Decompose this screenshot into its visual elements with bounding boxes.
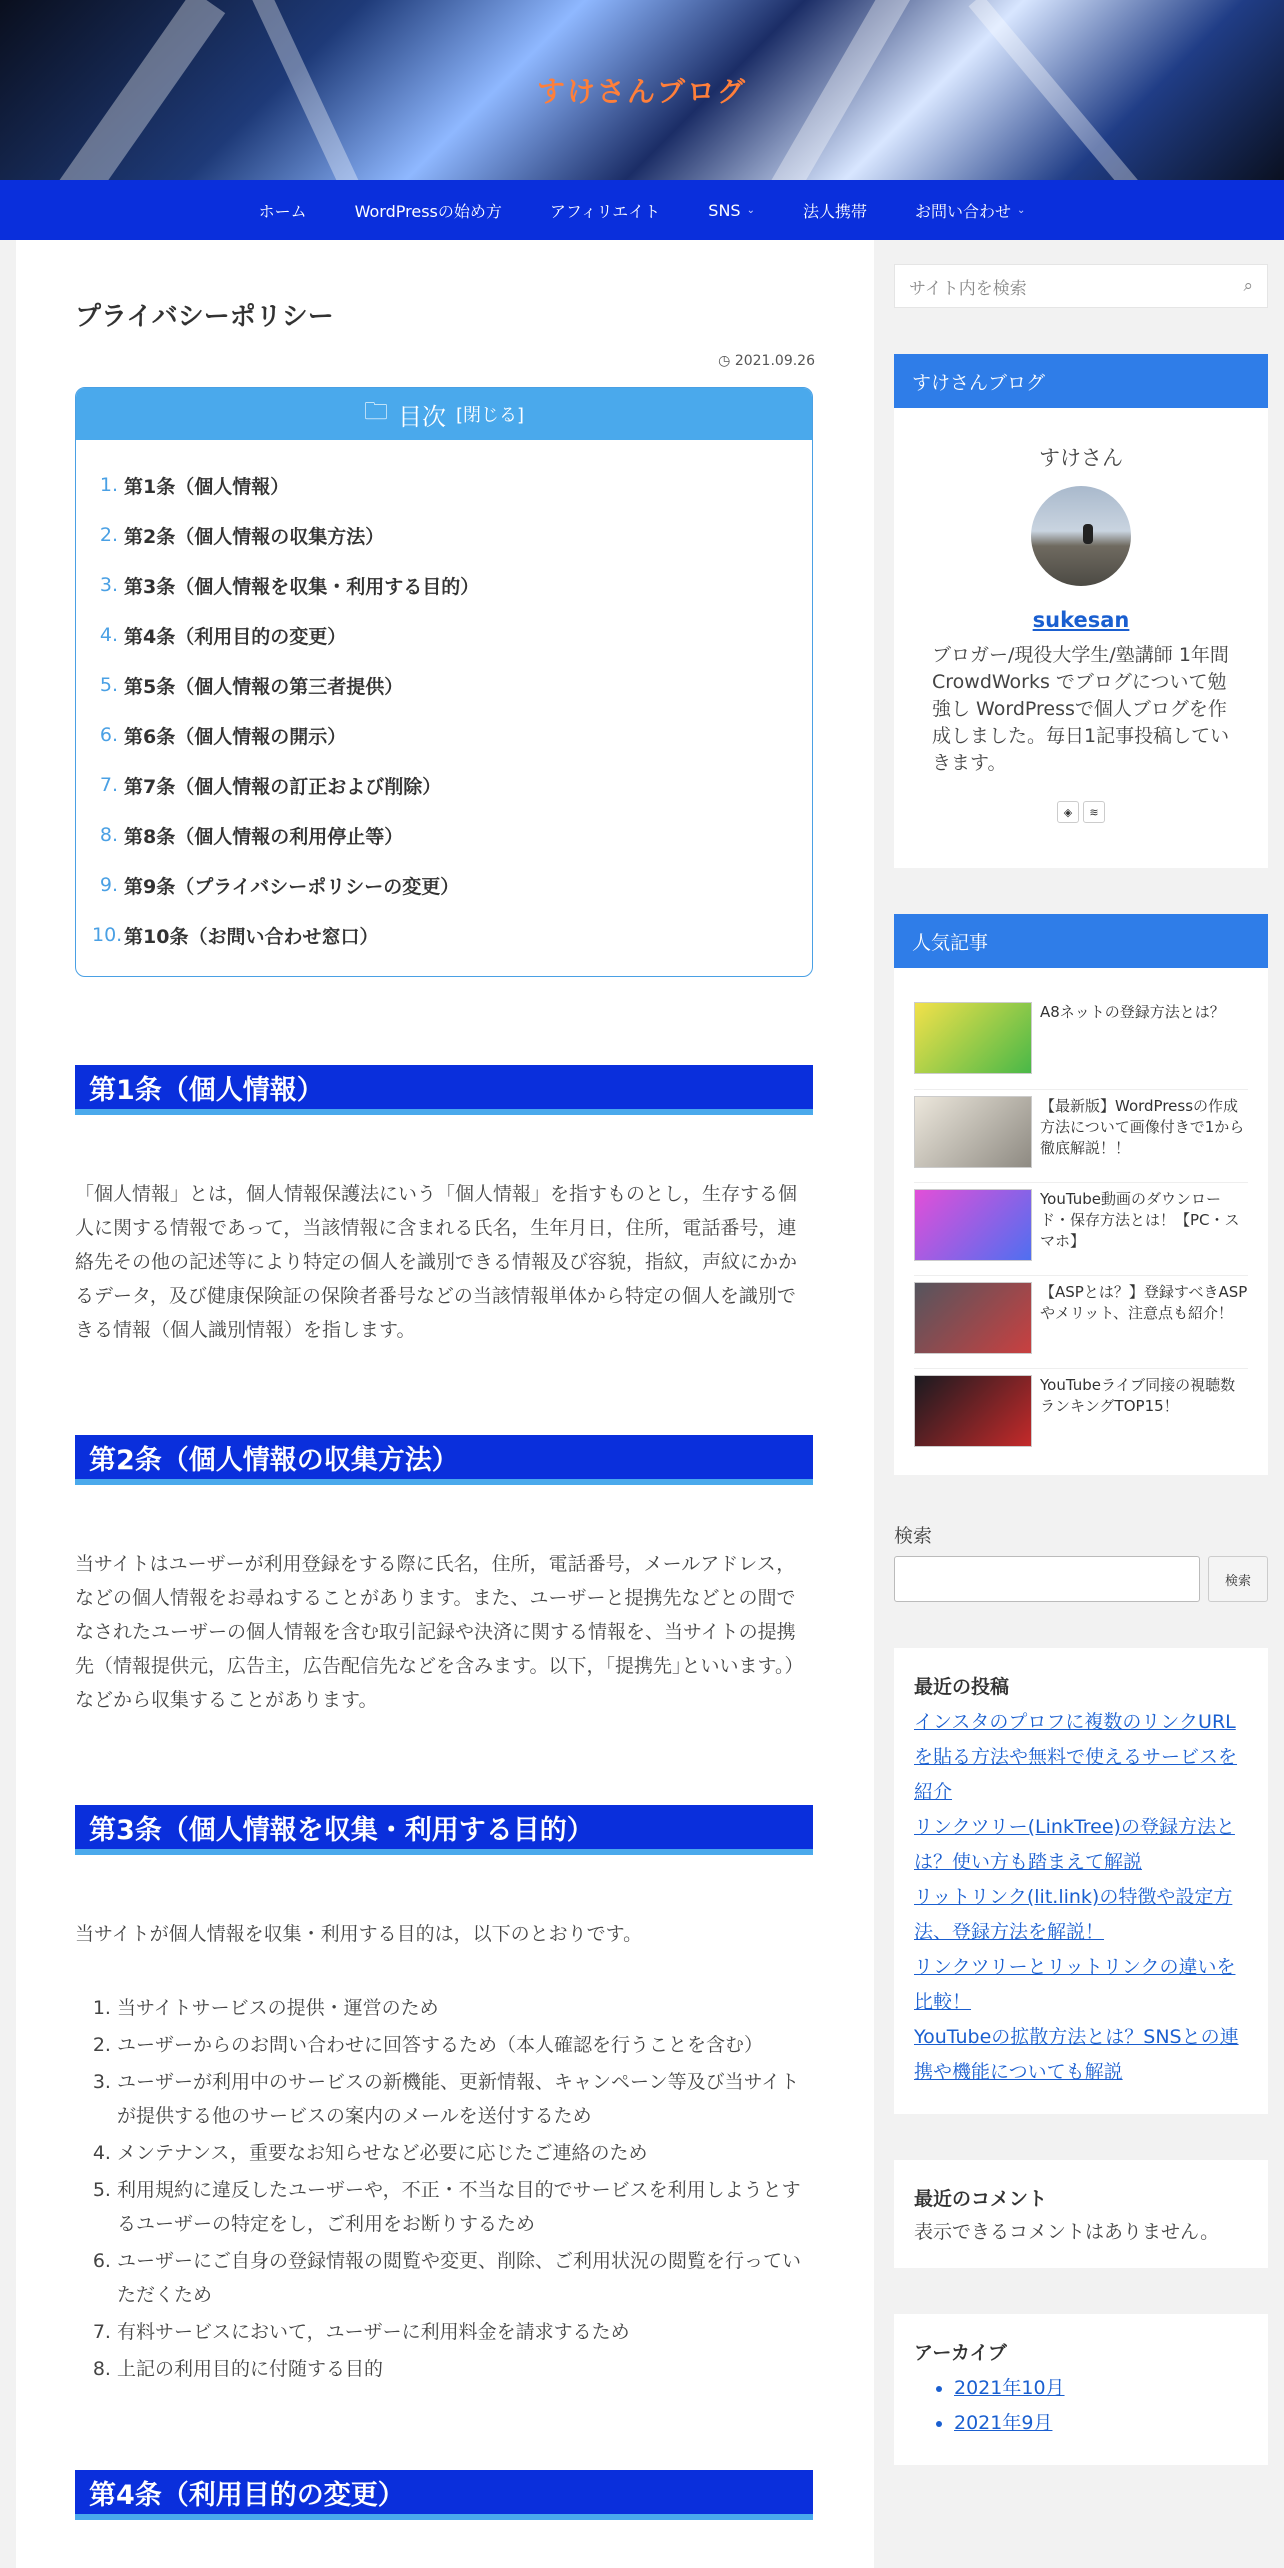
list-item: 2. ユーザーからのお問い合わせに回答するため（本人確認を行うことを含む） [117, 2028, 813, 2062]
list-item: 4. メンテナンス，重要なお知らせなど必要に応じたご連絡のため [117, 2136, 813, 2170]
popular-post[interactable] [914, 996, 1248, 1089]
toc-item[interactable] [92, 560, 812, 610]
sidebar [894, 264, 1268, 2465]
post-thumbnail [914, 1189, 1032, 1261]
recent-comments-widget [894, 2160, 1268, 2268]
search-input[interactable] [894, 1556, 1200, 1602]
toc-item[interactable] [92, 510, 812, 560]
archive-title: アーカイブ [914, 2342, 1007, 2364]
nav-item-wordpress[interactable] [331, 199, 526, 222]
archive-link[interactable]: • 2021年9月 [954, 2406, 1248, 2441]
section-heading-2: 第2条（個人情報の収集方法） [75, 1435, 813, 1485]
recent-post-link[interactable]: インスタのプロフに複数のリンクURLを貼る方法や無料で使えるサービスを紹介 [914, 1711, 1238, 1803]
toc-toggle-button[interactable]: [閉じる] [455, 405, 525, 426]
toc-item-label: 第10条（お問い合わせ窓口） [124, 925, 379, 948]
toc-item-label: 第5条（個人情報の第三者提供） [124, 675, 404, 698]
toc-item-label: 第6条（個人情報の開示） [124, 725, 347, 748]
nav-item-sns[interactable] [684, 201, 779, 220]
recent-posts-widget [894, 1648, 1268, 2114]
toc-item-label: 第1条（個人情報） [124, 475, 290, 498]
toc-item[interactable] [92, 610, 812, 660]
site-title[interactable]: すけさんブログ [536, 75, 747, 108]
toc-header [76, 388, 812, 440]
section-heading-4: 第4条（利用目的の変更） [75, 2470, 813, 2520]
profile-widget [894, 354, 1268, 868]
search-button[interactable]: 検索 [1208, 1556, 1268, 1602]
toc-item[interactable] [92, 760, 812, 810]
toc-item[interactable] [92, 460, 812, 510]
toc-item-label: 第8条（個人情報の利用停止等） [124, 825, 404, 848]
chevron-down-icon: ⌄ [1016, 204, 1026, 216]
popular-post-title: YouTube動画のダウンロード・保存方法とは！【PC・スマホ】 [1040, 1190, 1240, 1250]
toc-item[interactable] [92, 810, 812, 860]
toc-item-label: 第9条（プライバシーポリシーの変更） [124, 875, 460, 898]
search-placeholder: サイト内を検索 [909, 278, 1027, 299]
recent-comments-title: 最近のコメント [914, 2188, 1048, 2210]
toc-item-label: 第3条（個人情報を収集・利用する目的） [124, 575, 480, 598]
purpose-list [75, 1991, 813, 2386]
post-thumbnail [914, 1375, 1032, 1447]
profile-name: すけさん [1039, 446, 1123, 470]
list-item: 1. 当サイトサービスの提供・運営のため [117, 1991, 813, 2025]
section-heading-3: 第3条（個人情報を収集・利用する目的） [75, 1805, 813, 1855]
section-heading-1: 第1条（個人情報） [75, 1065, 813, 1115]
list-item: 8. 上記の利用目的に付随する目的 [117, 2352, 813, 2386]
profile-handle-link[interactable]: sukesan [1032, 608, 1130, 632]
toc-item[interactable] [92, 710, 812, 760]
toc-item-number: 10. [92, 924, 123, 946]
popular-post[interactable] [914, 1275, 1248, 1368]
list-item: 5. 利用規約に違反したユーザーや，不正・不当な目的でサービスを利用しようとするユーザーの特定をし，ご利用をお断りするため [117, 2173, 813, 2241]
nav-item-contact[interactable] [891, 199, 1049, 222]
search-label: 検索 [894, 1525, 933, 1547]
toc-item-number: 5. [99, 674, 118, 696]
recent-post-link[interactable]: リンクツリーとリットリンクの違いを比較！ [914, 1956, 1236, 2013]
profile-widget-title: すけさんブログ [894, 354, 1268, 408]
nav-label: WordPressの始め方 [354, 201, 502, 221]
recent-post-link[interactable]: リットリンク(lit.link)の特徴や設定方法、登録方法を解説！ [914, 1886, 1233, 1943]
popular-post[interactable] [914, 1368, 1248, 1461]
recent-post-link[interactable]: リンクツリー(LinkTree)の登録方法とは？使い方も踏まえて解説 [914, 1816, 1235, 1873]
toc-title: 目次 [397, 402, 446, 431]
nav-label: SNS [708, 200, 741, 220]
nav-item-corporate-phone[interactable] [779, 199, 891, 222]
post-date [75, 353, 815, 369]
post-thumbnail [914, 1096, 1032, 1168]
toc-item-number: 1. [99, 474, 118, 496]
toc-item-number: 6. [99, 724, 118, 746]
site-header [0, 0, 1284, 180]
toc-item-label: 第2条（個人情報の収集方法） [124, 525, 385, 548]
toc-item-number: 3. [99, 574, 118, 596]
feedly-icon[interactable]: ◈ [1057, 801, 1079, 823]
toc-item[interactable] [92, 860, 812, 910]
nav-item-home[interactable] [235, 199, 331, 222]
popular-post[interactable] [914, 1182, 1248, 1275]
profile-bio: ブロガー/現役大学生/塾講師 1年間CrowdWorks でブログについて勉強し WordPressで個人ブログを作成しました。毎日1記事投稿していきます。 [932, 644, 1230, 774]
avatar [1031, 486, 1131, 586]
section-intro-3: 当サイトが個人情報を収集・利用する目的は，以下のとおりです。 [75, 1923, 643, 1945]
no-comments-text: 表示できるコメントはありません。 [914, 2221, 1220, 2243]
recent-posts-title: 最近の投稿 [914, 1676, 1010, 1698]
folder-icon: 🗀 [363, 396, 388, 425]
global-nav [0, 180, 1284, 240]
post-thumbnail [914, 1282, 1032, 1354]
popular-post-title: YouTubeライブ同接の視聴数ランキングTOP15！ [1040, 1376, 1236, 1415]
section-body-2: 当サイトはユーザーが利用登録をする際に氏名，住所，電話番号，メールアドレス，などの個人情報をお尋ねすることがあります。また、ユーザーと提携先などとの間でなされたユーザーの個人情報を含む取引記録や決済に関する情報を、当サイトの提携先（情報提供元，広告主，広告配信先などを含みます。以下，｢提携先｣といいます。）などから収集することがあります。 [75, 1553, 804, 1711]
list-item: 3. ユーザーが利用中のサービスの新機能、更新情報、キャンペーン等及び当サイトが提供する他のサービスの案内のメールを送付するため [117, 2065, 813, 2133]
archive-link[interactable]: • 2021年10月 [954, 2371, 1248, 2406]
toc-item[interactable] [92, 910, 812, 960]
toc-item-label: 第7条（個人情報の訂正および削除） [124, 775, 442, 798]
nav-label: 法人携帯 [802, 201, 867, 221]
page-title: プライバシーポリシー [75, 302, 334, 332]
search-widget [894, 1521, 1268, 1602]
rss-icon[interactable]: ≋ [1083, 801, 1105, 823]
table-of-contents [75, 387, 813, 977]
popular-post-title: 【ASPとは？】登録すべきASPやメリット、注意点も紹介！ [1040, 1283, 1248, 1322]
search-icon[interactable]: ⌕ [1243, 276, 1253, 296]
toc-item-label: 第4条（利用目的の変更） [124, 625, 347, 648]
archive-widget [894, 2314, 1268, 2465]
toc-item-number: 2. [99, 524, 118, 546]
toc-item-number: 7. [99, 774, 118, 796]
toc-item[interactable] [92, 660, 812, 710]
toc-item-number: 9. [99, 874, 118, 896]
popular-widget-title: 人気記事 [894, 914, 1268, 968]
popular-post[interactable] [914, 1089, 1248, 1182]
post-thumbnail [914, 1002, 1032, 1074]
popular-post-title: 【最新版】WordPressの作成方法について画像付きで1から徹底解説！！ [1040, 1097, 1245, 1157]
popular-posts-widget [894, 914, 1268, 1475]
nav-label: ホーム [258, 201, 307, 221]
recent-post-link[interactable]: YouTubeの拡散方法とは？SNSとの連携や機能についても解説 [914, 2026, 1239, 2083]
toc-item-number: 4. [99, 624, 118, 646]
nav-label: お問い合わせ [914, 201, 1011, 221]
clock-icon: ◷ [718, 353, 731, 369]
section-body-1: 「個人情報」とは，個人情報保護法にいう「個人情報」を指すものとし，生存する個人に関する情報であって，当該情報に含まれる氏名，生年月日，住所，電話番号，連絡先その他の記述等により特定の個人を識別できる情報及び容貌，指紋，声紋にかかるデータ，及び健康保険証の保険者番号などの当該情報単体から特定の個人を識別できる情報（個人識別情報）を指します。 [75, 1183, 798, 1341]
list-item: 6. ユーザーにご自身の登録情報の閲覧や変更、削除、ご利用状況の閲覧を行っていただくため [117, 2244, 813, 2312]
post-date-value: 2021.09.26 [734, 353, 815, 369]
nav-label: アフィリエイト [549, 201, 661, 221]
site-search-input[interactable] [894, 264, 1268, 308]
nav-item-affiliate[interactable] [526, 199, 684, 222]
main-content [16, 240, 874, 2568]
popular-post-title: A8ネットの登録方法とは？ [1040, 1003, 1225, 1021]
list-item: 7. 有料サービスにおいて，ユーザーに利用料金を請求するため [117, 2315, 813, 2349]
toc-item-number: 8. [99, 824, 118, 846]
chevron-down-icon: ⌄ [746, 204, 755, 216]
